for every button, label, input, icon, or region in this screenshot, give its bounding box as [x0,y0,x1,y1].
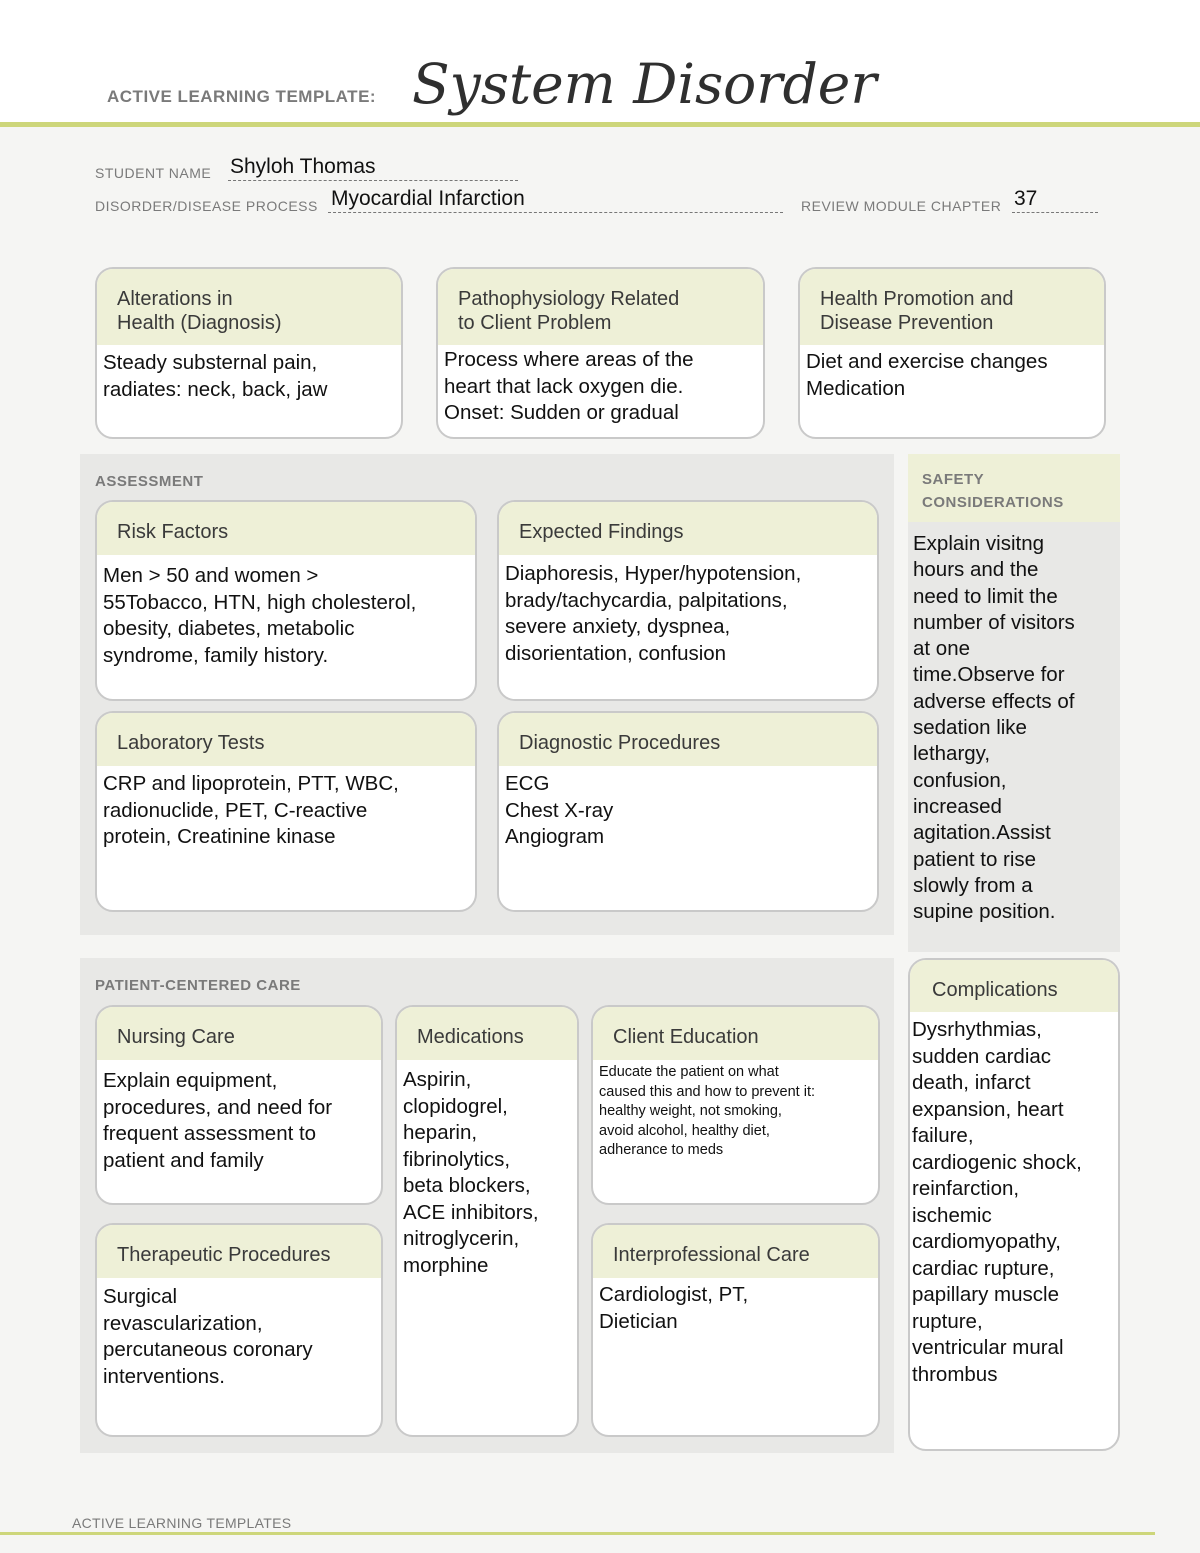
pathophysiology-text[interactable]: Process where areas of the heart that lack oxygen die. Onset: Sudden or gradual [444,348,694,424]
complications-box [908,958,1120,1451]
patient-care-label: PATIENT-CENTERED CARE [95,977,301,994]
health-promotion-box [798,267,1106,439]
therapeutic-procedures-text[interactable]: Surgical revascularization, percutaneous coronary interventions. [103,1285,313,1388]
expected-findings-box [497,500,879,701]
expected-findings-title: Expected Findings [499,502,877,555]
review-chapter-label: REVIEW MODULE CHAPTER [801,198,1002,214]
diagnostic-procedures-box [497,711,879,912]
diagnostic-procedures-text[interactable]: ECG Chest X-ray Angiogram [505,772,614,848]
assessment-label: ASSESSMENT [95,473,204,490]
header-divider [0,122,1200,127]
safety-label: SAFETY CONSIDERATIONS [922,471,1064,511]
expected-findings-text[interactable]: Diaphoresis, Hyper/hypotension, brady/tachycardia, palpitations, severe anxiety, dyspnea, disorientation, confusion [505,562,802,665]
student-name-label: STUDENT NAME [95,165,212,181]
pathophysiology-box [436,267,765,439]
therapeutic-procedures-title: Therapeutic Procedures [97,1225,381,1278]
student-name-field[interactable]: Shyloh Thomas [230,155,376,178]
diagnostic-procedures-title: Diagnostic Procedures [499,713,877,766]
alterations-title: Alterations in Health (Diagnosis) [97,269,401,345]
health-promotion-title: Health Promotion and Disease Prevention [800,269,1104,345]
footer-divider [0,1532,1155,1535]
risk-factors-title: Risk Factors [97,502,475,555]
disorder-label: DISORDER/DISEASE PROCESS [95,198,318,214]
complications-text[interactable]: Dysrhythmias, sudden cardiac death, infarct expansion, heart failure, cardiogenic shock, reinfarction, ischemic cardiomyopathy, cardiac rupture, papillary muscle rupture, ventricular mural thrombus [912,1018,1082,1386]
lab-tests-box [95,711,477,912]
alterations-box [95,267,403,439]
client-education-text[interactable]: Educate the patient on what caused this and how to prevent it: healthy weight, not smoking, avoid alcohol, healthy diet, adherance to meds [599,1064,816,1158]
footer-label: ACTIVE LEARNING TEMPLATES [72,1515,292,1531]
template-label: ACTIVE LEARNING TEMPLATE: [107,87,377,106]
nursing-care-box [95,1005,383,1205]
interprofessional-care-box [591,1223,880,1437]
risk-factors-text[interactable]: Men > 50 and women > 55Tobacco, HTN, high cholesterol, obesity, diabetes, metabolic syndrome, family history. [103,564,417,667]
interprofessional-care-text[interactable]: Cardiologist, PT, Dietician [599,1283,749,1333]
lab-tests-title: Laboratory Tests [97,713,475,766]
health-promotion-text[interactable]: Diet and exercise changes Medication [806,350,1048,400]
disorder-field[interactable]: Myocardial Infarction [331,187,525,210]
review-chapter-underline [1012,212,1098,213]
complications-title: Complications [910,960,1118,1012]
disorder-underline [328,212,783,213]
client-education-box [591,1005,880,1205]
medications-box [395,1005,579,1437]
nursing-care-title: Nursing Care [97,1007,381,1060]
lab-tests-text[interactable]: CRP and lipoprotein, PTT, WBC, radionuclide, PET, C-reactive protein, Creatinine kinase [103,772,399,848]
student-name-underline [228,180,518,181]
client-education-title: Client Education [593,1007,878,1060]
pathophysiology-title: Pathophysiology Related to Client Problem [438,269,763,345]
risk-factors-box [95,500,477,701]
nursing-care-text[interactable]: Explain equipment, procedures, and need for frequent assessment to patient and family [103,1069,333,1172]
alterations-text[interactable]: Steady substernal pain, radiates: neck, back, jaw [103,351,328,401]
therapeutic-procedures-box [95,1223,383,1437]
safety-header [908,454,1120,522]
review-chapter-field[interactable]: 37 [1014,187,1038,210]
medications-text[interactable]: Aspirin, clopidogrel, heparin, fibrinolytics, beta blockers, ACE inhibitors, nitroglycerin, morphine [403,1068,539,1277]
page-title: System Disorder [412,52,877,116]
medications-title: Medications [397,1007,577,1060]
safety-text[interactable]: Explain visitng hours and the need to limit the number of visitors at one time.Observe for adverse effects of sedation like lethargy, confusion, increased agitation.Assist patient to rise slowly from a supine position. [913,532,1075,924]
interprofessional-care-title: Interprofessional Care [593,1225,878,1278]
